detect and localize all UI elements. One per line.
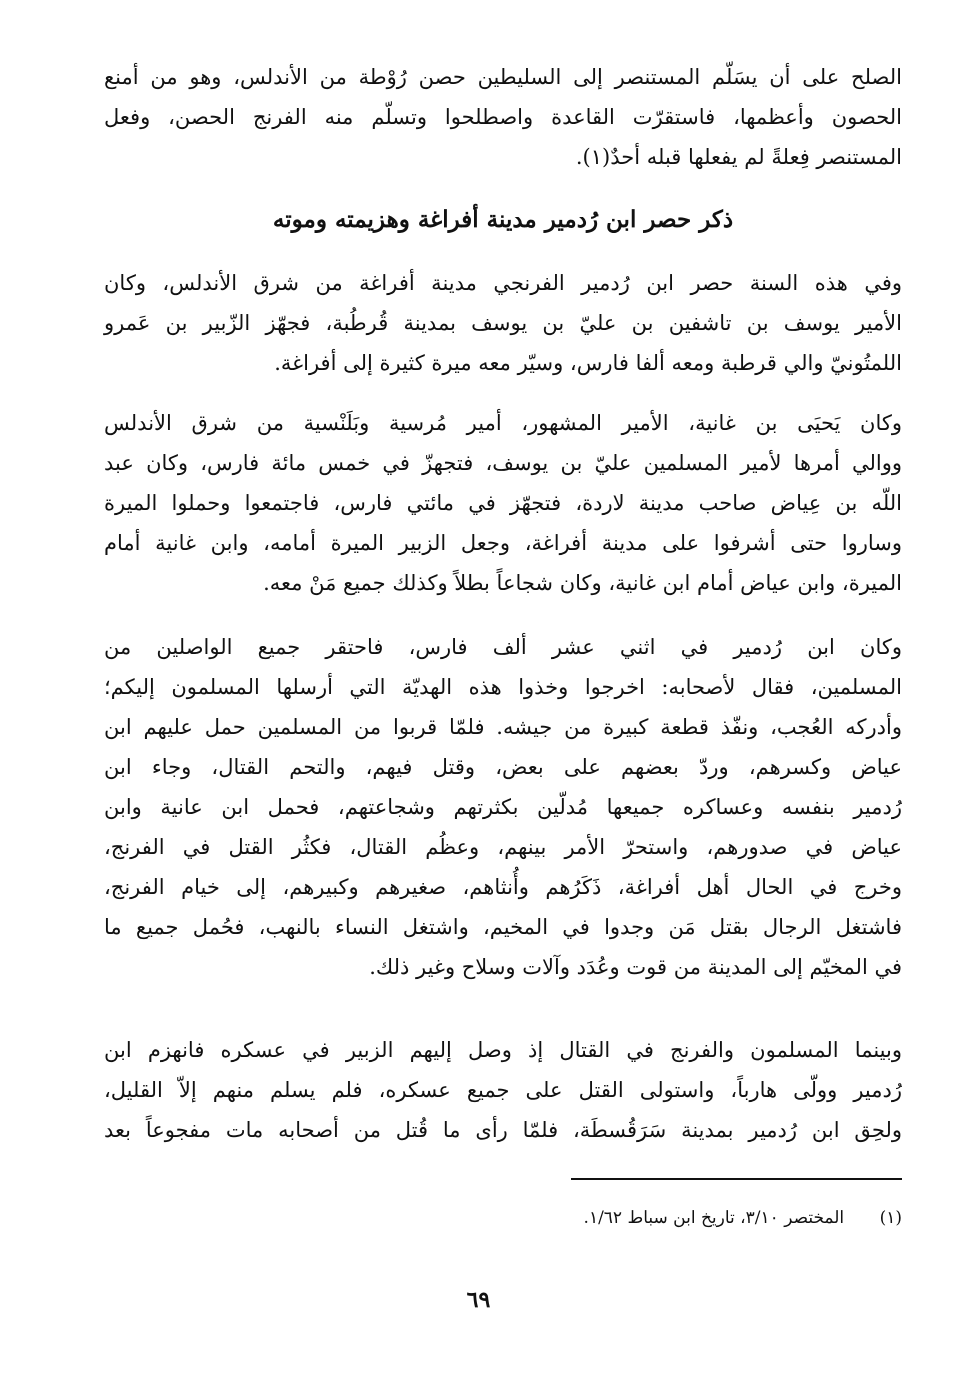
text-line: وكان يَحيَى بن غانية، الأمير المشهور، أمير مُرسية وبَلَنْسية من شرق الأندلس bbox=[104, 411, 902, 435]
text-line: رُدمير وولّى هارباً، واستولى القتل على جميع عسكره، فلم يسلم منهم إلاّ القليل، bbox=[104, 1078, 902, 1102]
text-line: اللّه بن عِياض صاحب مدينة لاردة، فتجهّز في مائتي فارس، فاجتمعوا وحملوا الميرة bbox=[104, 491, 902, 515]
footnote bbox=[584, 1205, 902, 1231]
intro-paragraph bbox=[104, 57, 902, 177]
text-line: فاشتغل الرجال بقتل مَن وجدوا في المخيم، واشتغل النساء بالنهب، فحُمل جميع ما bbox=[104, 915, 902, 939]
paragraph-1 bbox=[104, 263, 902, 383]
text-line: في المخيّم إلى المدينة من قوت وعُدَد وآلات وسلاح وغير ذلك. bbox=[369, 955, 902, 979]
text-line: الأمير يوسف بن تاشفين بن عليّ بن يوسف بمدينة قُرطُبة، فجهّز الزّبير بن عَمرو bbox=[104, 311, 902, 335]
paragraph-3 bbox=[104, 627, 902, 987]
footnote-divider bbox=[571, 1178, 902, 1180]
text-line: ووالي أمرها لأمير المسلمين عليّ بن يوسف، فتجهزّ في خمس مائة فارس، وكان عبد bbox=[104, 451, 902, 475]
text-line: ولحِق ابن رُدمير بمدينة سَرَقُسطَة، فلمّا رأى ما قُتل من أصحابه مات مفجوعاً بعد bbox=[104, 1118, 902, 1142]
paragraph-2 bbox=[104, 403, 902, 603]
text-line: الصلح على أن يسَلّم المستنصر إلى السليطين حصن رُوْطة من الأندلس، وهو من أمنع bbox=[104, 65, 902, 89]
section-heading: ذكر حصر ابن رُدمير مدينة أفراغة وهزيمته وموته bbox=[272, 206, 734, 233]
text-line: عياض في صدورهم، واستحرّ الأمر بينهم، وعظُم القتال، فكثُر القتل في الفرنج، bbox=[104, 835, 902, 859]
text-line: المسلمين، فقال لأصحابه: اخرجوا وخذوا هذه الهديّة التي أرسلها المسلمون إليكم؛ bbox=[104, 675, 902, 699]
text-line: وخرج في الحال أهل أفراغة، ذَكَرُهم وأُنثاهم، صغيرهم وكبيرهم، إلى خيام الفرنج، bbox=[104, 875, 902, 899]
text-line: الميرة، وابن عياض أمام ابن غانية، وكان شجاعاً بطلاً وكذلك جميع مَنْ معه. bbox=[263, 571, 902, 595]
text-line: وساروا حتى أشرفوا على مدينة أفراغة، وجعل الزبير الميرة أمامه، وابن غانية أمام bbox=[104, 531, 902, 555]
page-number: ٦٩ bbox=[466, 1287, 491, 1313]
text-line: وكان ابن رُدمير في اثني عشر ألف فارس، فاحتقر جميع الواصلين من bbox=[104, 635, 902, 659]
text-line: رُدمير بنفسه وعساكره جميعها مُدلّين بكثرتهم وشجاعتهم، فحمل ابن عانية وابن bbox=[104, 795, 902, 819]
text-line: اللمتُونيّ والي قرطبة ومعه ألفا فارس، وسيّر معه ميرة كثيرة إلى أفراغة. bbox=[274, 351, 902, 375]
text-line: عياض وكسرهم، وردّ بعضهم على بعض، وقتل فيهم، والتحم القتال، وجاء ابن bbox=[104, 755, 902, 779]
text-line: المستنصر فِعلةً لم يفعلها قبله أحدٌ(١). bbox=[575, 145, 902, 169]
text-line: الحصون وأعظمها، فاستقرّت القاعدة واصطلحوا وتسلّم منه الفرنج الحصن، وفعل bbox=[104, 105, 902, 129]
text-line: وبينما المسلمون والفرنج في القتال إذ وصل إليهم الزبير في عسكره فانهزم ابن bbox=[104, 1038, 902, 1062]
text-line: وأدركه العُجب، ونفّذ قطعة كبيرة من جيشه. فلمّا قربوا من المسلمين حمل عليهم ابن bbox=[104, 715, 902, 739]
footnote-text: المختصر ٣/١٠، تاريخ ابن سباط ١/٦٢. bbox=[583, 1208, 845, 1228]
text-line: وفي هذه السنة حصر ابن رُدمير الفرنجي مدينة أفراغة من شرق الأندلس، وكان bbox=[104, 271, 902, 295]
paragraph-4 bbox=[104, 1030, 902, 1150]
footnote-number: (١) bbox=[879, 1208, 902, 1228]
